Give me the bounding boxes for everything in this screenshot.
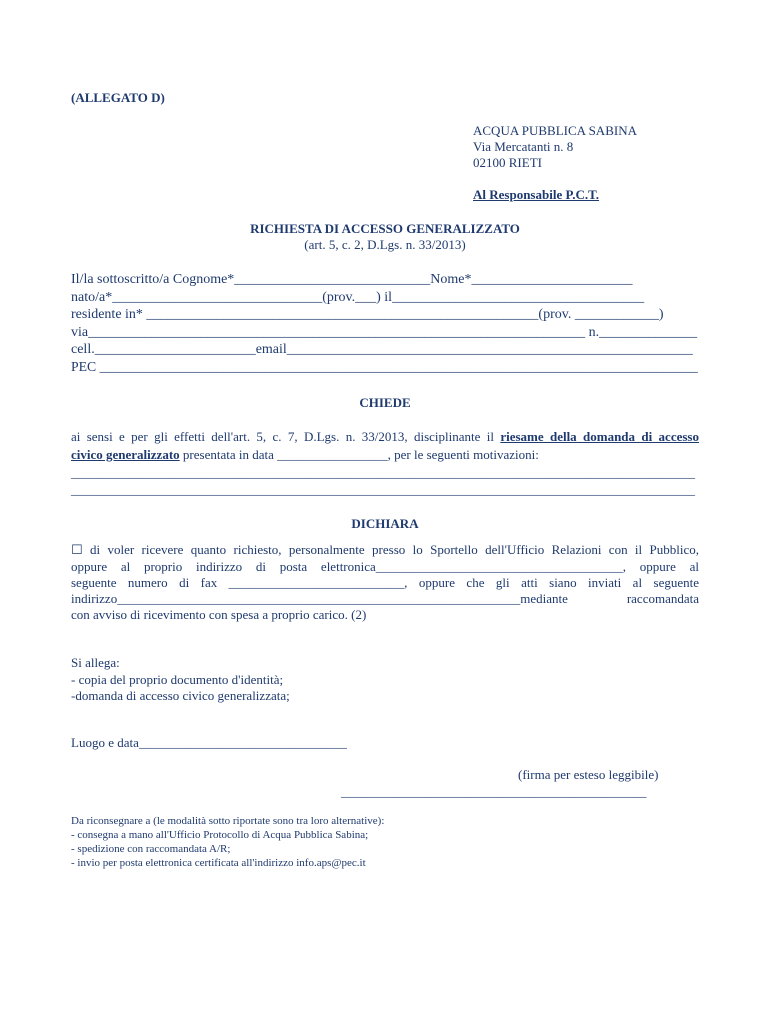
dichiara-text-1: di voler ricevere quanto richiesto, personalmente presso lo Sportello dell'Ufficio Relazioni con il Pubblico, [82, 542, 699, 557]
applicant-surname-name-line[interactable]: Il/la sottoscritto/a Cognome*____________________________Nome*_______________________ [71, 272, 633, 287]
dichiara-line-2[interactable]: oppure al proprio indirizzo di posta elettronica______________________________________, oppure al [71, 559, 699, 574]
applicant-pec-line[interactable]: PEC _______________________________________________________________________________________ [71, 359, 698, 374]
dichiara-line-5: con avviso di ricevimento con spesa a proprio carico. (2) [71, 607, 367, 622]
signature-label: (firma per esteso leggibile) [518, 767, 659, 782]
chiede-text-2[interactable]: presentata in data _________________, per le seguenti motivazioni: [179, 447, 539, 462]
attachment-item-1: - copia del proprio documento d'identità; [71, 672, 284, 687]
recipient-org: ACQUA PUBBLICA SABINA [473, 123, 637, 138]
recipient-city: 02100 RIETI [473, 155, 542, 170]
place-date-field[interactable]: Luogo e data________________________________ [71, 735, 347, 750]
return-note-item-3: - invio per posta elettronica certificata all'indirizzo info.aps@pec.it [71, 857, 366, 869]
return-note-item-2: - spedizione con raccomandata A/R; [71, 843, 231, 855]
dichiara-line-1 [71, 543, 699, 558]
return-notes-heading: Da riconsegnare a (le modalità sotto riportate sono tra loro alternative): [71, 815, 385, 827]
motivation-blank-2[interactable]: ________________________________________________________________________________________________ [71, 482, 695, 497]
dichiara-line-3[interactable]: seguente numero di fax ___________________________, oppure che gli atti siano inviati al seguente [71, 575, 699, 590]
recipient-street: Via Mercatanti n. 8 [473, 139, 574, 154]
riesame-highlight: riesame della domanda di accesso [500, 429, 699, 444]
checkbox-icon[interactable]: ☐ [71, 543, 83, 558]
document-subtitle: (art. 5, c. 2, D.Lgs. n. 33/2013) [304, 237, 466, 252]
dichiara-line-4[interactable]: indirizzo______________________________________________________________mediante raccomandata [71, 591, 699, 606]
document-title: RICHIESTA DI ACCESSO GENERALIZZATO [250, 221, 520, 236]
chiede-text-1: ai sensi e per gli effetti dell'art. 5, c. 7, D.Lgs. n. 33/2013, disciplinante il [71, 429, 501, 444]
attachment-item-2: -domanda di accesso civico generalizzata; [71, 688, 290, 703]
chiede-line-2 [71, 448, 699, 462]
signature-line[interactable]: _______________________________________________ [341, 784, 647, 799]
return-note-item-1: - consegna a mano all'Ufficio Protocollo di Acqua Pubblica Sabina; [71, 829, 369, 841]
recipient-attention: Al Responsabile P.C.T. [473, 187, 600, 202]
attachments-heading: Si allega: [71, 655, 120, 670]
applicant-birth-line[interactable]: nato/a*______________________________(prov.___) il____________________________________ [71, 290, 645, 305]
applicant-residence-line[interactable]: residente in* ________________________________________________________(prov. ____________) [71, 307, 664, 322]
chiede-line-1 [71, 430, 699, 444]
applicant-phone-email-line[interactable]: cell._______________________email__________________________________________________________ [71, 342, 693, 357]
applicant-street-line[interactable]: via_______________________________________________________________________ n.______________ [71, 325, 698, 340]
civico-highlight: civico generalizzato [71, 447, 180, 462]
motivation-blank-1[interactable]: ________________________________________________________________________________________________ [71, 465, 695, 480]
chiede-heading: CHIEDE [359, 395, 411, 410]
annex-label: (ALLEGATO D) [71, 90, 165, 105]
dichiara-heading: DICHIARA [351, 516, 419, 531]
